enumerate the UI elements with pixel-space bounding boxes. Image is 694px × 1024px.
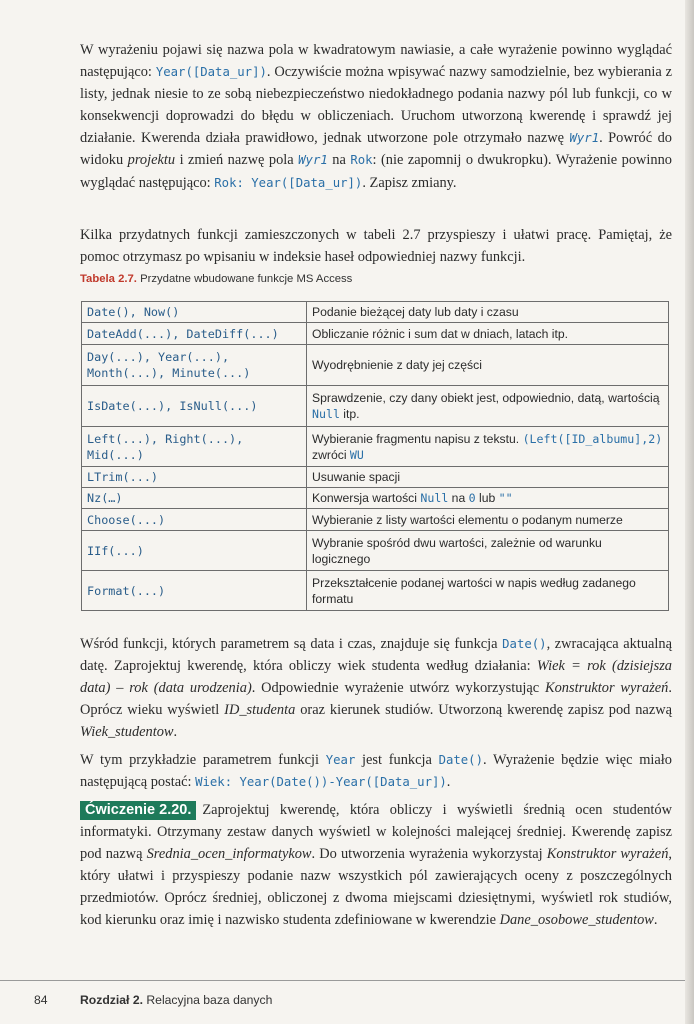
inline-code: (Left([ID_albumu],2) [522, 431, 663, 446]
paragraph-expression-intro [80, 39, 672, 194]
inline-code: Rok [350, 153, 373, 168]
text: . Powróć do widoku [80, 130, 672, 169]
inline-code: Wyr1 [569, 131, 600, 146]
text: W tym przykładzie parametrem funkcji [80, 752, 326, 768]
inline-code: Wyr1 [298, 153, 328, 168]
text: lub [475, 491, 499, 505]
text: na [327, 152, 351, 169]
text: jest funkcja [355, 752, 439, 768]
function-cell: Choose(...) [82, 509, 307, 531]
inline-code: Null [420, 491, 449, 505]
italic-term: Wiek_studentow [80, 724, 174, 741]
function-cell: IIf(...) [82, 531, 307, 571]
function-cell: IsDate(...), IsNull(...) [82, 386, 307, 427]
function-cell: LTrim(...) [82, 467, 307, 488]
text: . Wyrażenie będzie więc miało następującą postać: [80, 752, 672, 791]
italic-term: ID_studenta [224, 702, 296, 719]
table-row [82, 467, 669, 488]
text: , zwracająca aktualną datę. Zaprojektuj kwerendę, która obliczy wiek studenta według działania: [80, 636, 672, 675]
text: itp. [339, 407, 360, 421]
inline-code: Null [312, 407, 340, 421]
text: . Do utworzenia wyrażenia wykorzystaj [311, 846, 547, 863]
text: . [446, 774, 451, 791]
text: , który ułatwi i przyspieszy podanie nazw wszystkich pól zawierających oceny z poszczególnych przedmiotów. Oprócz średniej, obliczonej z dwoma miejscami dziesiętnymi, wyświetl rok studiów, kod kierunku oraz imię i nazwisko studenta zdefiniowane w kwerendzie [80, 846, 672, 929]
text: : (nie zapomnij o dwukropku). Wyrażenie powinno wyglądać następująco: [80, 152, 672, 191]
text: na [448, 491, 469, 505]
text: . [653, 912, 658, 929]
text: Zaprojektuj kwerendę, która obliczy i wyświetli średnią ocen studentów informatyki. Otrzymany zestaw danych wyświetl w kolejności malejącej średniej. Kwerendę zapisz pod nazwą [80, 802, 672, 863]
description-cell: Usuwanie spacji [307, 467, 669, 488]
text: Wybieranie fragmentu napisu z tekstu. [312, 431, 523, 446]
table-row [82, 323, 669, 345]
function-cell: DateAdd(...), DateDiff(...) [82, 323, 307, 345]
chapter-title: Relacyjna baza danych [142, 993, 273, 1007]
text: Konwersja wartości [312, 491, 421, 505]
description-cell: Wyodrębnienie z daty jej części [307, 345, 669, 386]
paragraph-date-function [80, 633, 672, 743]
function-cell: Format(...) [82, 571, 307, 611]
paragraph-year-example [80, 749, 672, 793]
description-cell [307, 427, 669, 467]
table-row [82, 531, 669, 571]
text: zwróci [312, 447, 350, 462]
text: . Odpowiednie wyrażenie utwórz wykorzystując [251, 680, 546, 697]
description-cell: Wybranie spośród dwu wartości, zależnie od warunku logicznego [307, 531, 669, 571]
description-cell: Przekształcenie podanej wartości w napis według zadanego formatu [307, 571, 669, 611]
inline-code: Wiek: Year(Date())-Year([Data_ur]) [195, 775, 447, 790]
description-cell: Wybieranie z listy wartości elementu o podanym numerze [307, 509, 669, 531]
caption-text: Przydatne wbudowane funkcje MS Access [136, 273, 353, 285]
text: . Oczywiście można wpisywać nazwy samodzielnie, bez wybierania z listy, jednak niesie to ze sobą niebezpieczeństwo niedokładnego podania nazwy pól lub funkcji, co w konsekwencji doprowadzi do błędu w obliczeniach. Uruchom utworzoną kwerendę i sprawdź jej działanie. Kwerenda działa prawidłowo, jednak utworzone pole otrzymało nazwę [80, 64, 673, 147]
text: . Oprócz wieku wyświetl [80, 680, 672, 719]
table-row [82, 571, 669, 611]
table-row [82, 427, 669, 467]
inline-code: Date() [502, 637, 547, 651]
exercise-label: Ćwiczenie 2.20. [80, 801, 196, 820]
chapter-label: Rozdział 2. [80, 993, 143, 1007]
description-cell: Podanie bieżącej daty lub daty i czasu [307, 302, 669, 323]
exercise-2-20 [80, 799, 672, 932]
table-row [82, 488, 669, 509]
italic-term: projektu [127, 152, 176, 169]
italic-term: Konstruktor wyrażeń [546, 846, 669, 863]
inline-code: "" [498, 491, 513, 505]
text: i zmień nazwę pola [175, 152, 299, 169]
table-row [82, 509, 669, 531]
inline-code: Year [325, 753, 356, 767]
description-cell [307, 488, 669, 509]
caption-label: Tabela 2.7. [80, 273, 137, 285]
footer-divider [0, 980, 685, 981]
text: . Zapisz zmiany. [362, 174, 457, 191]
description-cell: Obliczanie różnic i sum dat w dniach, latach itp. [307, 323, 669, 345]
function-cell: Left(...), Right(...), Mid(...) [82, 427, 307, 467]
page-number: 84 [34, 993, 48, 1007]
table-row [82, 386, 669, 427]
function-cell: Day(...), Year(...), Month(...), Minute(...) [82, 345, 307, 386]
italic-term: Srednia_ocen_informatykow [146, 846, 312, 863]
function-cell: Date(), Now() [82, 302, 307, 323]
text: Kilka przydatnych funkcji zamieszczonych w tabeli 2.7 przyspieszy i ułatwi pracę. Pamiętaj, że pomoc otrzymasz po wpisaniu w indeksie haseł odpowiedniej nazwy funkcji. [80, 227, 672, 266]
table-row [82, 345, 669, 386]
text: Sprawdzenie, czy dany obiekt jest, odpowiednio, datą, wartością [312, 391, 660, 405]
italic-term: Wiek = rok (dzisiejsza data) – rok (data urodzenia) [80, 658, 672, 697]
text: oraz kierunek studiów. Utworzoną kwerendę zapisz pod nazwą [295, 702, 672, 719]
description-cell [307, 386, 669, 427]
functions-table [81, 301, 669, 611]
italic-term: Dane_osobowe_studentow [499, 912, 654, 929]
page-edge-shadow [685, 0, 694, 1024]
function-cell: Nz(…) [82, 488, 307, 509]
table-row [82, 302, 669, 323]
italic-term: Konstruktor wyrażeń [545, 680, 669, 697]
table-caption [80, 273, 352, 285]
inline-code: WU [349, 447, 364, 462]
inline-code: Date() [438, 753, 483, 767]
text: W wyrażeniu pojawi się nazwa pola w kwadratowym nawiasie, a całe wyrażenie powinno wyglądać następująco: [80, 42, 672, 81]
running-footer [80, 993, 272, 1007]
text: Wśród funkcji, których parametrem są data i czas, znajduje się funkcja [80, 636, 503, 652]
paragraph-table-intro [80, 224, 672, 268]
inline-code: Rok: Year([Data_ur]) [214, 175, 363, 190]
inline-code: Year([Data_ur]) [155, 65, 267, 80]
inline-code: 0 [468, 491, 476, 505]
text: . [173, 724, 178, 741]
